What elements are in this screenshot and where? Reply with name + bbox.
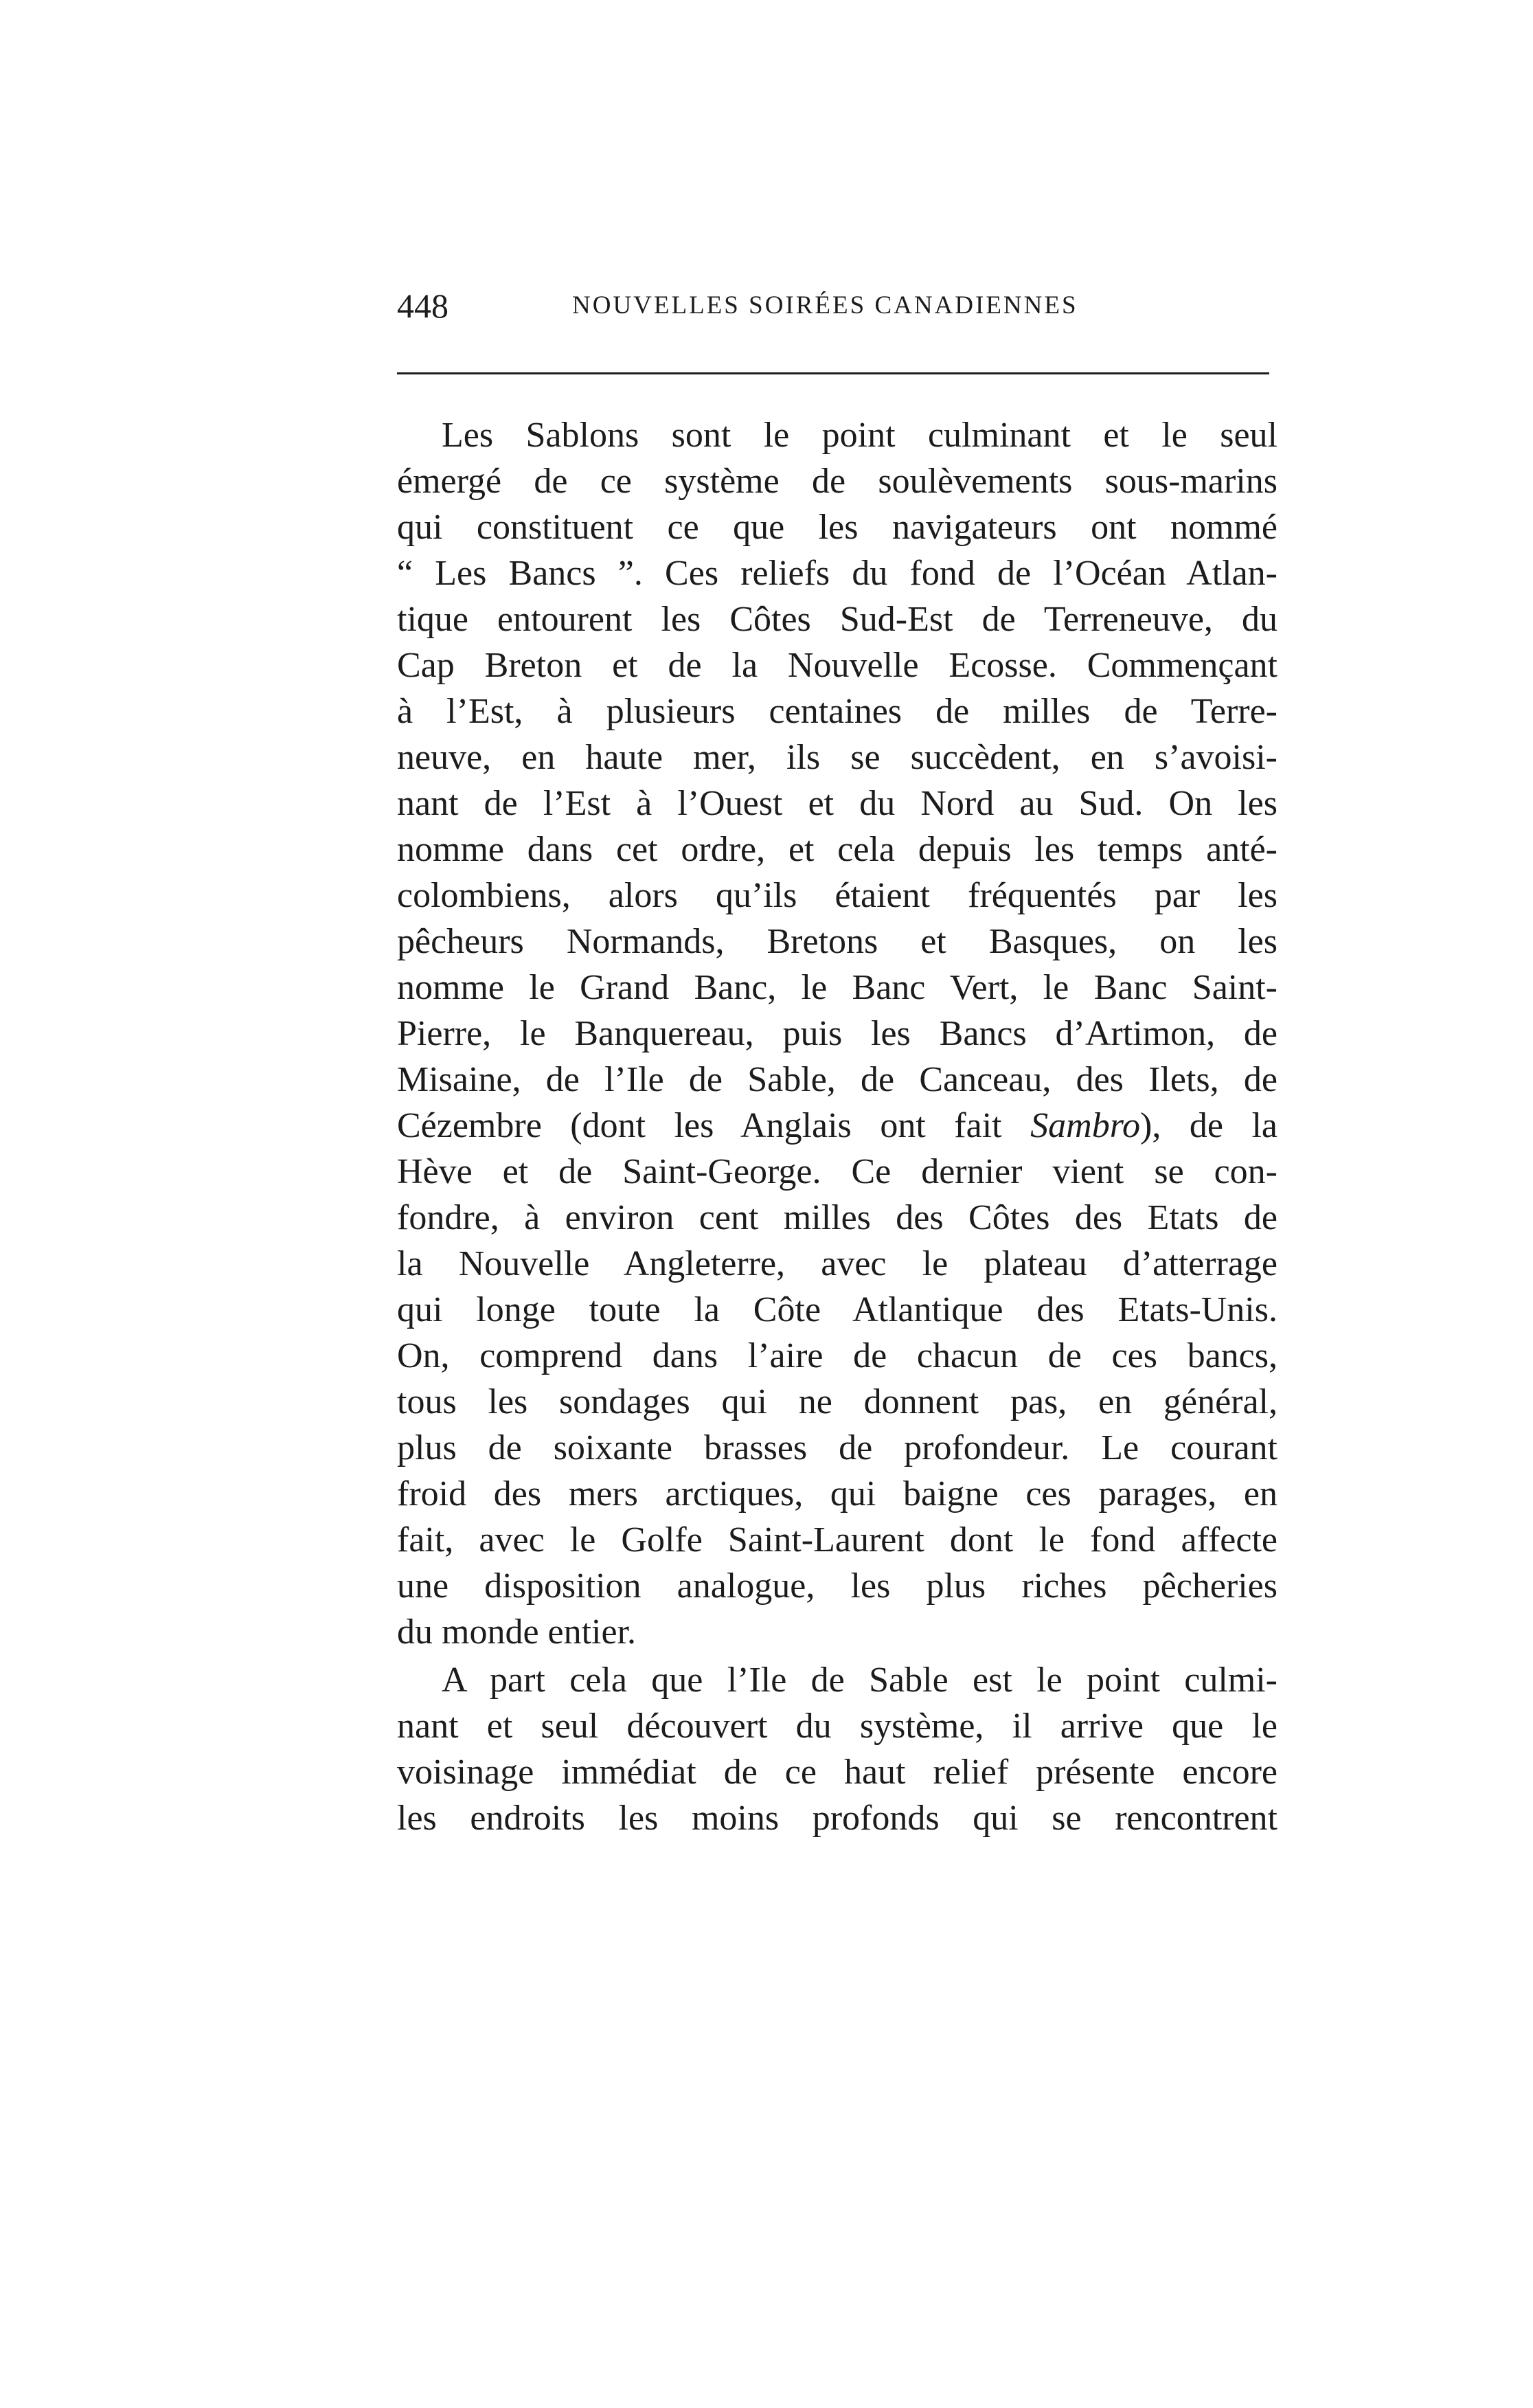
text-line: émergé de ce système de soulèvements sous-marins bbox=[397, 462, 1278, 501]
running-title: NOUVELLES SOIRÉES CANADIENNES bbox=[572, 291, 1078, 319]
paragraph-2 bbox=[397, 1657, 1278, 1841]
text-line: tous les sondages qui ne donnent pas, en général, bbox=[397, 1382, 1278, 1421]
italic-name: Sambro bbox=[1030, 1106, 1140, 1145]
text-line: froid des mers arctiques, qui baigne ces parages, en bbox=[397, 1474, 1278, 1514]
text-line: fait, avec le Golfe Saint-Laurent dont le fond affecte bbox=[397, 1520, 1278, 1560]
text-line: Misaine, de l’Ile de Sable, de Canceau, des Ilets, de bbox=[397, 1060, 1278, 1099]
text-line: du monde entier. bbox=[397, 1612, 637, 1652]
header-rule bbox=[397, 372, 1269, 374]
text-line: Les Sablons sont le point culminant et le seul bbox=[442, 416, 1278, 455]
text-line: Hève et de Saint-George. Ce dernier vient se con- bbox=[397, 1152, 1278, 1191]
text-line: “ Les Bancs ”. Ces reliefs du fond de l’Océan Atlan- bbox=[397, 554, 1278, 593]
text-line: pêcheurs Normands, Bretons et Basques, on les bbox=[397, 922, 1278, 961]
text-line: Pierre, le Banquereau, puis les Bancs d’Artimon, de bbox=[397, 1014, 1278, 1053]
text-line: nomme dans cet ordre, et cela depuis les temps anté- bbox=[397, 830, 1278, 869]
text-line: voisinage immédiat de ce haut relief présente encore bbox=[397, 1753, 1278, 1792]
text-line: à l’Est, à plusieurs centaines de milles de Terre- bbox=[397, 692, 1278, 731]
text-line: nant de l’Est à l’Ouest et du Nord au Sud. On les bbox=[397, 784, 1278, 823]
text-line: colombiens, alors qu’ils étaient fréquentés par les bbox=[397, 876, 1278, 915]
text-line: On, comprend dans l’aire de chacun de ces bancs, bbox=[397, 1336, 1278, 1375]
text-line: plus de soixante brasses de profondeur. Le courant bbox=[397, 1428, 1278, 1467]
text-segment: ), de la bbox=[1140, 1106, 1278, 1145]
text-line: fondre, à environ cent milles des Côtes des Etats de bbox=[397, 1198, 1278, 1237]
text-segment: Cézembre (dont les Anglais ont fait bbox=[397, 1106, 1031, 1145]
text-line: une disposition analogue, les plus riches pêcheries bbox=[397, 1566, 1278, 1606]
text-line: tique entourent les Côtes Sud-Est de Terreneuve, du bbox=[397, 600, 1278, 639]
text-line: la Nouvelle Angleterre, avec le plateau d’atterrage bbox=[397, 1244, 1278, 1283]
page-number: 448 bbox=[397, 286, 448, 325]
page-header bbox=[397, 285, 1280, 326]
paragraph-1 bbox=[397, 412, 1278, 1655]
text-line: A part cela que l’Ile de Sable est le point culmi- bbox=[442, 1661, 1278, 1700]
text-line: qui constituent ce que les navigateurs ont nommé bbox=[397, 508, 1278, 547]
text-line-with-italic bbox=[397, 1103, 1278, 1149]
text-line: neuve, en haute mer, ils se succèdent, en s’avoisi- bbox=[397, 738, 1278, 777]
text-line: qui longe toute la Côte Atlantique des Etats-Unis. bbox=[397, 1290, 1278, 1329]
text-line: Cap Breton et de la Nouvelle Ecosse. Commençant bbox=[397, 646, 1278, 685]
text-line: nant et seul découvert du système, il arrive que le bbox=[397, 1707, 1278, 1746]
text-line: nomme le Grand Banc, le Banc Vert, le Banc Saint- bbox=[397, 968, 1278, 1007]
text-line: les endroits les moins profonds qui se rencontrent bbox=[397, 1799, 1278, 1838]
